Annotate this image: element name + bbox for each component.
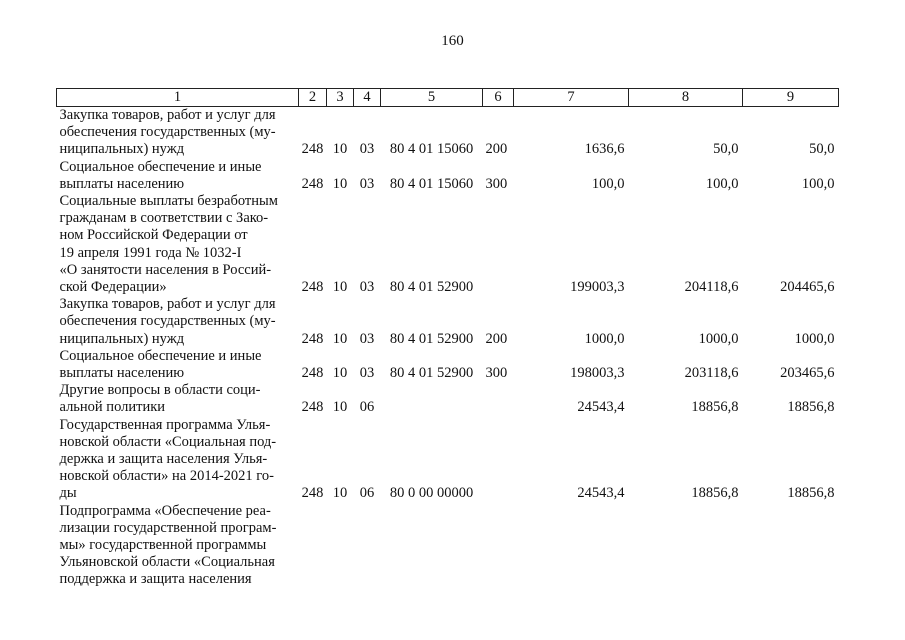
table-body — [57, 107, 839, 589]
section-code-cell: 10 — [332, 279, 348, 296]
page-number: 160 — [441, 33, 464, 49]
amount-year-1-cell: 1636,6 — [584, 141, 625, 158]
amount-year-2-cell: 18856,8 — [691, 399, 739, 416]
column-header-5: 5 — [381, 89, 483, 107]
ministry-code-cell: 248 — [301, 485, 324, 502]
row-name-cell — [57, 417, 299, 503]
row-name-line: Социальное обеспечение и иные — [59, 158, 262, 175]
row-name-line: обеспечения государственных (му- — [59, 313, 276, 330]
row-name-line: ниципальных) нужд — [59, 330, 185, 347]
column-header-9: 9 — [743, 89, 839, 107]
section-code-cell: 10 — [332, 175, 348, 192]
amount-year-1-cell: 24543,4 — [577, 399, 625, 416]
column-header-8: 8 — [629, 89, 743, 107]
row-name-line: лизации государственной програм- — [59, 519, 277, 536]
expense-type-cell — [483, 417, 514, 503]
row-name-line: 19 апреля 1991 года № 1032-I — [59, 244, 242, 261]
table-header — [57, 89, 839, 107]
row-name-line: гражданам в соответствии с Зако- — [59, 210, 269, 227]
subsection-code-cell: 03 — [359, 365, 375, 382]
row-name-cell — [57, 107, 299, 159]
amount-year-3-cell: 50,0 — [809, 141, 835, 158]
row-name-line: «О занятости населения в Россий- — [59, 261, 272, 278]
row-name-line: Другие вопросы в области соци- — [59, 382, 261, 399]
ministry-code-cell: 248 — [301, 141, 324, 158]
target-article-cell — [381, 382, 483, 416]
row-name-line: новской области «Социальная под- — [59, 433, 277, 450]
row-name-cell — [57, 348, 299, 382]
row-name-line: выплаты населению — [59, 365, 185, 382]
amount-year-3-cell: 203465,6 — [780, 365, 835, 382]
row-name-cell — [57, 503, 299, 589]
ministry-code-cell: 248 — [301, 279, 324, 296]
target-article-cell: 80 4 01 52900 — [389, 365, 474, 382]
row-name-line: альной политики — [59, 399, 166, 416]
expense-type-cell: 300 — [485, 365, 508, 382]
amount-year-2-cell: 50,0 — [713, 141, 739, 158]
subsection-code-cell: 03 — [359, 330, 375, 347]
amount-year-3-cell — [743, 503, 839, 589]
amount-year-1-cell: 100,0 — [591, 175, 625, 192]
row-name-line: Закупка товаров, работ и услуг для — [59, 107, 276, 123]
expense-type-cell — [483, 382, 514, 416]
row-name-cell — [57, 159, 299, 193]
row-name-line: выплаты населению — [59, 175, 185, 192]
amount-year-1-cell: 198003,3 — [570, 365, 625, 382]
ministry-code-cell: 248 — [301, 330, 324, 347]
section-code-cell: 10 — [332, 330, 348, 347]
amount-year-2-cell: 203118,6 — [684, 365, 739, 382]
ministry-code-cell: 248 — [301, 175, 324, 192]
row-name-line: Ульяновской области «Социальная — [59, 554, 275, 571]
section-code-cell: 10 — [332, 399, 348, 416]
amount-year-2-cell: 204118,6 — [684, 279, 739, 296]
row-name-line: Закупка товаров, работ и услуг для — [59, 296, 276, 313]
row-name-line: ской Федерации» — [59, 279, 167, 296]
target-article-cell — [381, 503, 483, 589]
column-header-3: 3 — [327, 89, 354, 107]
row-name-line: ном Российской Федерации от — [59, 227, 248, 244]
amount-year-3-cell: 18856,8 — [787, 485, 835, 502]
table-row — [57, 382, 839, 416]
amount-year-2-cell — [629, 503, 743, 589]
row-name-line: Социальные выплаты безработным — [59, 193, 278, 210]
ministry-code-cell: 248 — [301, 399, 324, 416]
amount-year-1-cell: 24543,4 — [577, 485, 625, 502]
row-name-line: поддержка и защита населения — [59, 571, 252, 588]
column-header-4: 4 — [354, 89, 381, 107]
amount-year-3-cell: 1000,0 — [794, 330, 835, 347]
amount-year-3-cell: 18856,8 — [787, 399, 835, 416]
subsection-code-cell — [354, 503, 381, 589]
row-name-line: Государственная программа Улья- — [59, 416, 271, 433]
subsection-code-cell: 06 — [359, 485, 375, 502]
table-row — [57, 193, 839, 296]
amount-year-3-cell: 204465,6 — [780, 279, 835, 296]
column-header-2: 2 — [299, 89, 327, 107]
row-name-cell — [57, 296, 299, 348]
table-row — [57, 159, 839, 193]
target-article-cell: 80 4 01 52900 — [389, 279, 474, 296]
subsection-code-cell: 03 — [359, 141, 375, 158]
subsection-code-cell: 06 — [359, 399, 375, 416]
amount-year-1-cell — [514, 503, 629, 589]
subsection-code-cell: 03 — [359, 279, 375, 296]
table-row — [57, 296, 839, 348]
row-name-line: Социальное обеспечение и иные — [59, 347, 262, 364]
amount-year-1-cell: 199003,3 — [570, 279, 625, 296]
row-name-line: новской области» на 2014-2021 го- — [59, 468, 274, 485]
target-article-cell: 80 4 01 52900 — [389, 330, 474, 347]
row-name-line: ды — [59, 485, 77, 502]
budget-table — [56, 88, 839, 589]
expense-type-cell: 200 — [485, 330, 508, 347]
ministry-code-cell — [299, 503, 327, 589]
row-name-line: держка и защита населения Улья- — [59, 451, 268, 468]
row-name-line: мы» государственной программы — [59, 537, 267, 554]
expense-type-cell — [483, 193, 514, 296]
row-name-line: Подпрограмма «Обеспечение реа- — [59, 502, 271, 519]
amount-year-2-cell: 18856,8 — [691, 485, 739, 502]
table-row — [57, 503, 839, 589]
section-code-cell: 10 — [332, 365, 348, 382]
row-name-cell — [57, 193, 299, 296]
row-name-cell — [57, 382, 299, 416]
amount-year-2-cell: 1000,0 — [698, 330, 739, 347]
column-header-6: 6 — [483, 89, 514, 107]
expense-type-cell: 300 — [485, 175, 508, 192]
row-name-line: обеспечения государственных (му- — [59, 124, 276, 141]
target-article-cell: 80 4 01 15060 — [389, 175, 474, 192]
amount-year-2-cell: 100,0 — [705, 175, 739, 192]
subsection-code-cell: 03 — [359, 175, 375, 192]
amount-year-1-cell: 1000,0 — [584, 330, 625, 347]
section-code-cell: 10 — [332, 485, 348, 502]
section-code-cell: 10 — [332, 141, 348, 158]
target-article-cell: 80 0 00 00000 — [389, 485, 474, 502]
column-header-1: 1 — [57, 89, 299, 107]
target-article-cell: 80 4 01 15060 — [389, 141, 474, 158]
expense-type-cell: 200 — [485, 141, 508, 158]
row-name-line: ниципальных) нужд — [59, 141, 185, 158]
amount-year-3-cell: 100,0 — [801, 175, 835, 192]
table-row — [57, 417, 839, 503]
column-header-7: 7 — [514, 89, 629, 107]
ministry-code-cell: 248 — [301, 365, 324, 382]
table-row — [57, 348, 839, 382]
table-row — [57, 107, 839, 159]
section-code-cell — [327, 503, 354, 589]
expense-type-cell — [483, 503, 514, 589]
